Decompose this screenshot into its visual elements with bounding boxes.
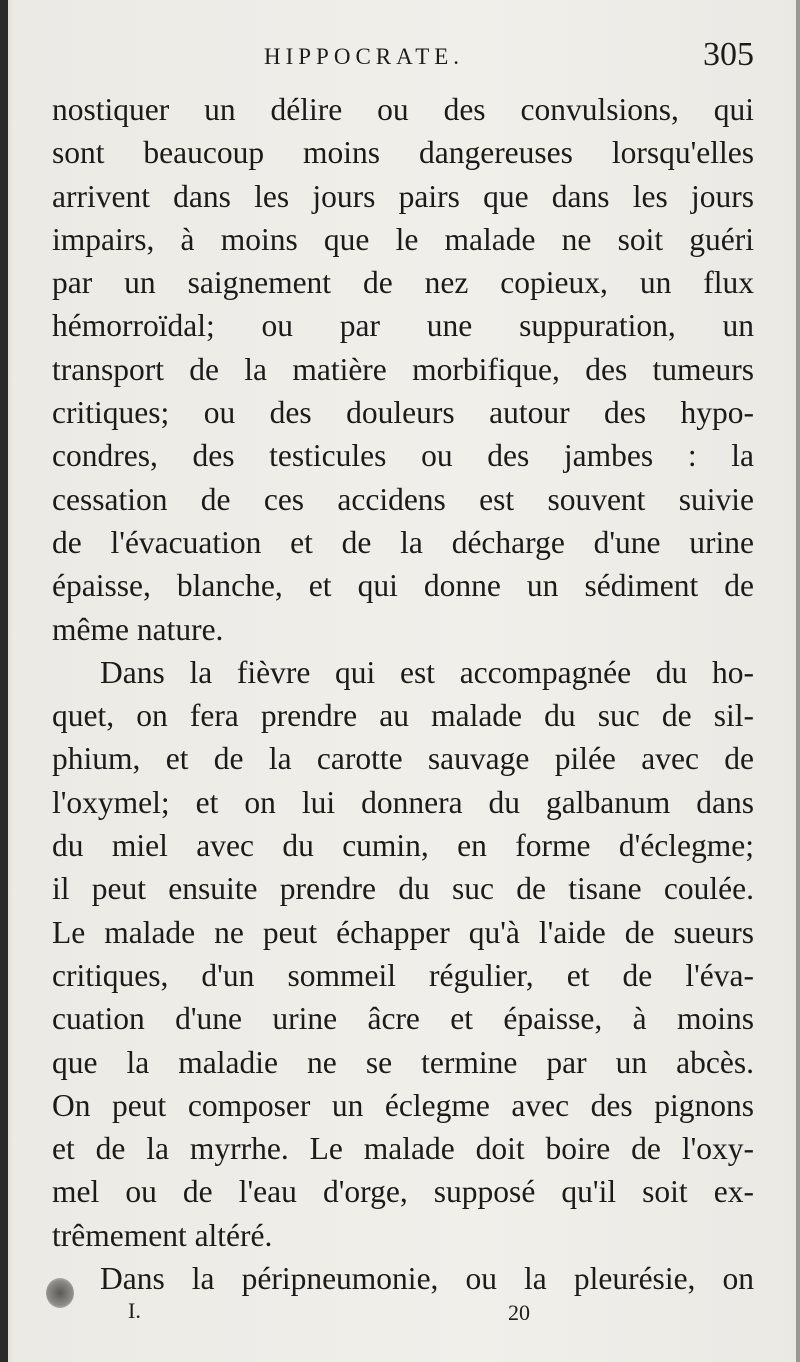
text-line: cessation de ces accidens est souvent suivie bbox=[52, 481, 754, 517]
text-line: cuation d'une urine âcre et épaisse, à moins bbox=[52, 1001, 754, 1037]
text-line: condres, des testicules ou des jambes : la bbox=[52, 438, 754, 474]
text-line: mel ou de l'eau d'orge, supposé qu'il soit ex- bbox=[52, 1174, 754, 1210]
text-line: quet, on fera prendre au malade du suc de sil- bbox=[52, 698, 754, 734]
text-line: trêmement altéré. bbox=[52, 1217, 273, 1253]
text-line: critiques, d'un sommeil régulier, et de l'éva- bbox=[52, 957, 754, 993]
text-line: On peut composer un éclegme avec des pignons bbox=[52, 1087, 754, 1123]
text-line: Dans la péripneumonie, ou la pleurésie, on bbox=[100, 1261, 754, 1297]
body-text bbox=[52, 88, 754, 1300]
text-line: même nature. bbox=[52, 611, 224, 647]
text-line: phium, et de la carotte sauvage pilée avec de bbox=[52, 741, 754, 777]
running-head: HIPPOCRATE. bbox=[264, 44, 465, 69]
text-line: Le malade ne peut échapper qu'à l'aide de sueurs bbox=[52, 914, 754, 950]
text-line: sont beaucoup moins dangereuses lorsqu'elles bbox=[52, 135, 754, 171]
page-binding-edge bbox=[0, 0, 8, 1362]
signature-mark: I. bbox=[128, 1298, 141, 1323]
text-line: épaisse, blanche, et qui donne un sédiment de bbox=[52, 568, 754, 604]
text-line: Dans la fièvre qui est accompagnée du ho- bbox=[100, 654, 754, 690]
signature-number: 20 bbox=[508, 1300, 530, 1325]
page-header bbox=[50, 36, 760, 86]
text-line: du miel avec du cumin, en forme d'éclegme; bbox=[52, 828, 754, 864]
text-line: nostiquer un délire ou des convulsions, qui bbox=[52, 92, 754, 127]
text-line: l'oxymel; et on lui donnera du galbanum dans bbox=[52, 784, 754, 820]
page-footer bbox=[50, 1294, 760, 1334]
text-line: transport de la matière morbifique, des tumeurs bbox=[52, 351, 754, 387]
text-line: hémorroïdal; ou par une suppuration, un bbox=[52, 308, 754, 344]
text-line: impairs, à moins que le malade ne soit guéri bbox=[52, 221, 754, 257]
page-right-edge bbox=[796, 0, 800, 1362]
text-line: par un saignement de nez copieux, un flux bbox=[52, 265, 754, 301]
text-line: et de la myrrhe. Le malade doit boire de l'oxy- bbox=[52, 1131, 754, 1167]
text-line: critiques; ou des douleurs autour des hypo- bbox=[52, 395, 754, 431]
text-line: il peut ensuite prendre du suc de tisane coulée. bbox=[52, 871, 754, 907]
text-line: que la maladie ne se termine par un abcès. bbox=[52, 1044, 754, 1080]
page-number: 305 bbox=[703, 36, 754, 73]
text-line: arrivent dans les jours pairs que dans les jours bbox=[52, 178, 754, 214]
text-line: de l'évacuation et de la décharge d'une urine bbox=[52, 524, 754, 560]
